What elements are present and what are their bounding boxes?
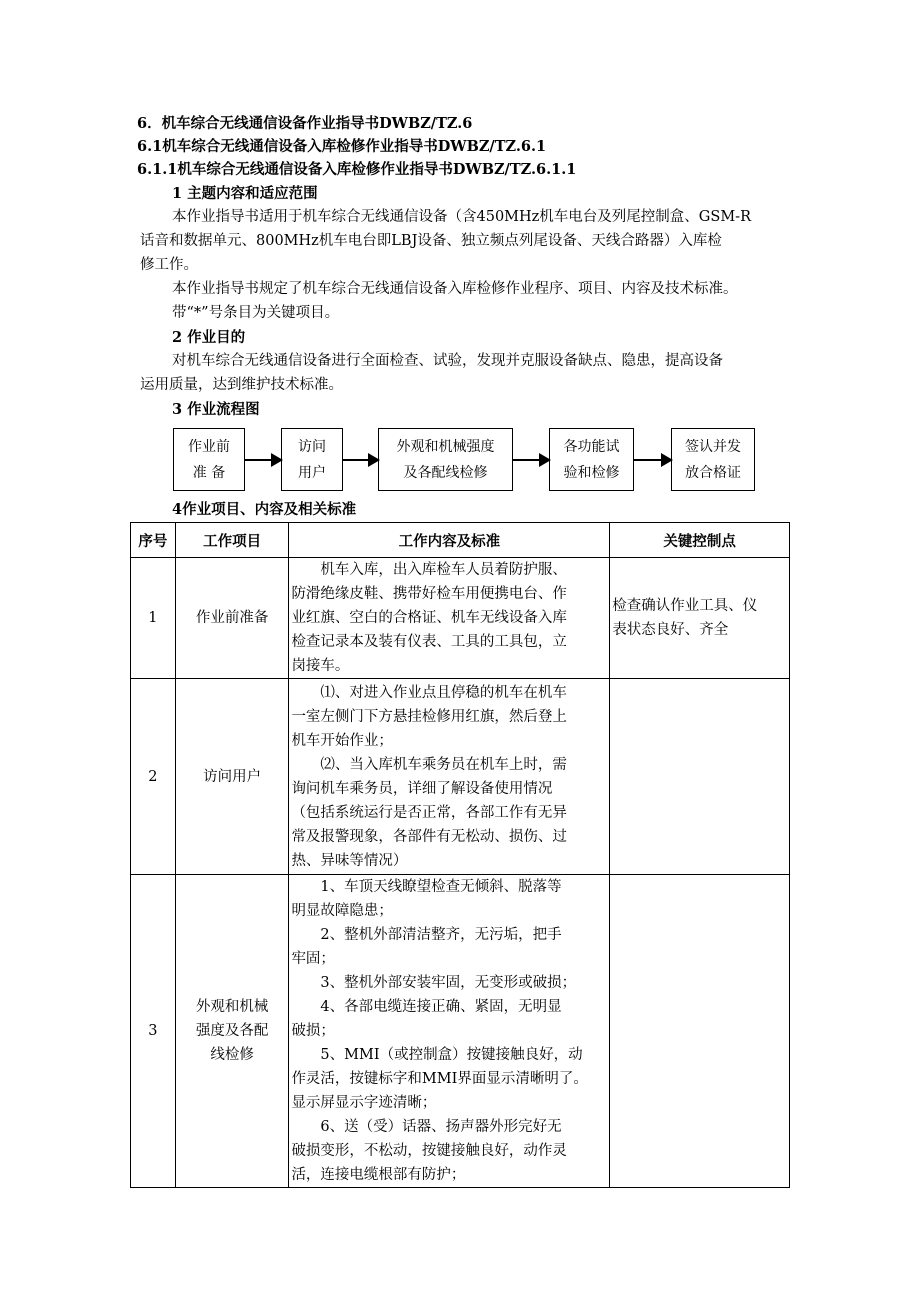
- work-items-table: [130, 522, 790, 1188]
- table-row: [131, 558, 790, 679]
- cell-line: 破损变形，不松动，按键接触良好，动作灵: [291, 1143, 567, 1159]
- cell-content: [289, 875, 610, 1188]
- cell-item: [175, 558, 289, 679]
- cell-line: 询问机车乘务员，详细了解设备使用情况: [291, 780, 553, 797]
- arrow-icon: [513, 459, 549, 461]
- cell-key-point: [610, 875, 790, 1188]
- header-key-point: 关键控制点: [610, 523, 790, 558]
- heading-6-1: 6.1机车综合无线通信设备入库检修作业指导书DWBZ/TZ.6.1: [137, 138, 547, 155]
- flow-step-inspection: [378, 428, 513, 491]
- cell-line: 外观和机械: [195, 999, 269, 1015]
- cell-content: [289, 558, 610, 679]
- paragraph-line: 本作业指导书适用于机车综合无线通信设备（含450MHz机车电台及列尾控制盒、GSM-R: [172, 209, 751, 225]
- cell-line: 2、整机外部清洁整齐，无污垢，把手: [291, 927, 562, 943]
- flow-step-text: 准 备: [192, 464, 226, 481]
- cell-line: 检查记录本及装有仪表、工具的工具包，立: [291, 634, 567, 650]
- table-header-row: [131, 523, 790, 558]
- paragraph-line: 本作业指导书规定了机车综合无线通信设备入库检修作业程序、项目、内容及技术标准。: [172, 281, 738, 297]
- cell-line: 访问用户: [203, 768, 262, 785]
- flow-step-text: 各功能试: [563, 438, 620, 455]
- cell-line: 热、异味等情况）: [291, 852, 408, 869]
- cell-no: 1: [131, 558, 176, 679]
- section-3-title: 3 作业流程图: [172, 401, 260, 418]
- header-no: 序号: [131, 523, 176, 558]
- paragraph-line: 对机车综合无线通信设备进行全面检查、试验，发现并克服设备缺点、隐患，提高设备: [172, 353, 723, 369]
- paragraph-line: 带“*”号条目为关键项目。: [172, 305, 340, 321]
- flow-step-text: 验和检修: [563, 464, 620, 481]
- flow-step-text: 作业前: [188, 438, 230, 455]
- cell-key-point: [610, 679, 790, 875]
- cell-line: 表状态良好、齐全: [612, 622, 729, 638]
- table-row: [131, 679, 790, 875]
- cell-line: 明显故障隐患；: [291, 903, 393, 919]
- cell-line: 一室左侧门下方悬挂检修用红旗，然后登上: [291, 708, 567, 725]
- cell-line: 破损；: [291, 1023, 335, 1039]
- arrow-icon: [245, 459, 281, 461]
- paragraph-line: 运用质量，达到维护技术标准。: [140, 377, 343, 393]
- header-content: 工作内容及标准: [289, 523, 610, 558]
- paragraph-line: 话音和数据单元、800MHz机车电台即LBJ设备、独立频点列尾设备、天线合路器）入库检: [140, 233, 722, 249]
- cell-line: 机车开始作业；: [291, 732, 393, 749]
- cell-line: 常及报警现象，各部件有无松动、损伤、过: [291, 828, 567, 845]
- cell-line: 机车入库，出入库检车人员着防护服、: [291, 562, 567, 578]
- cell-line: 业红旗、空白的合格证、机车无线设备入库: [291, 610, 567, 626]
- flow-step-text: 签认并发: [685, 438, 741, 455]
- flow-step-text: 用户: [298, 464, 326, 481]
- cell-line: 防滑绝缘皮鞋、携带好检车用便携电台、作: [291, 586, 567, 602]
- cell-item: [175, 875, 289, 1188]
- cell-item: [175, 679, 289, 875]
- cell-line: 1、车顶天线瞭望检查无倾斜、脱落等: [291, 879, 562, 895]
- cell-line: 牢固；: [291, 951, 335, 967]
- flow-step-visit-user: [281, 428, 343, 491]
- cell-content: [289, 679, 610, 875]
- arrow-icon: [343, 459, 378, 461]
- heading-6-1-1: 6.1.1机车综合无线通信设备入库检修作业指导书DWBZ/TZ.6.1.1: [137, 161, 577, 178]
- cell-line: 5、MMI（或控制盒）按键接触良好，动: [291, 1047, 583, 1063]
- flow-step-text: 放合格证: [685, 464, 741, 481]
- cell-line: 4、各部电缆连接正确、紧固，无明显: [291, 999, 562, 1015]
- cell-line: 强度及各配: [195, 1023, 269, 1039]
- flow-step-text: 外观和机械强度: [396, 438, 495, 455]
- header-item: 工作项目: [175, 523, 289, 558]
- arrow-icon: [634, 459, 671, 461]
- section-4-title: 4作业项目、内容及相关标准: [172, 501, 357, 518]
- cell-line: ⑵、当入库机车乘务员在机车上时，需: [291, 756, 567, 773]
- cell-line: 3、整机外部安装牢固，无变形或破损；: [291, 975, 577, 991]
- cell-line: 作灵活，按键标字和MMI界面显示清晰明了。: [291, 1071, 588, 1087]
- cell-line: 活，连接电缆根部有防护；: [291, 1167, 466, 1183]
- cell-line: （包括系统运行是否正常，各部工作有无异: [291, 804, 567, 821]
- cell-line: ⑴、对进入作业点且停稳的机车在机车: [291, 684, 567, 701]
- flow-step-text: 访问: [298, 438, 326, 455]
- cell-line: 显示屏显示字迹清晰；: [291, 1095, 437, 1111]
- cell-no: 3: [131, 875, 176, 1188]
- cell-line: 作业前准备: [195, 610, 269, 626]
- flow-step-text: 及各配线检修: [403, 464, 488, 481]
- flow-step-certificate: [671, 428, 755, 491]
- table-row: [131, 875, 790, 1188]
- cell-line: 岗接车。: [291, 658, 350, 674]
- paragraph-line: 修工作。: [140, 257, 198, 273]
- cell-no: 2: [131, 679, 176, 875]
- cell-key-point: [610, 558, 790, 679]
- flow-step-prepare: [173, 428, 245, 491]
- flow-step-function-test: [549, 428, 634, 491]
- section-1-title: 1 主题内容和适应范围: [172, 185, 318, 202]
- cell-line: 检查确认作业工具、仪: [612, 598, 758, 614]
- section-2-title: 2 作业目的: [172, 329, 246, 346]
- cell-line: 线检修: [210, 1047, 254, 1063]
- heading-6: 6．机车综合无线通信设备作业指导书DWBZ/TZ.6: [137, 115, 473, 132]
- cell-line: 6、送（受）话器、扬声器外形完好无: [291, 1119, 562, 1135]
